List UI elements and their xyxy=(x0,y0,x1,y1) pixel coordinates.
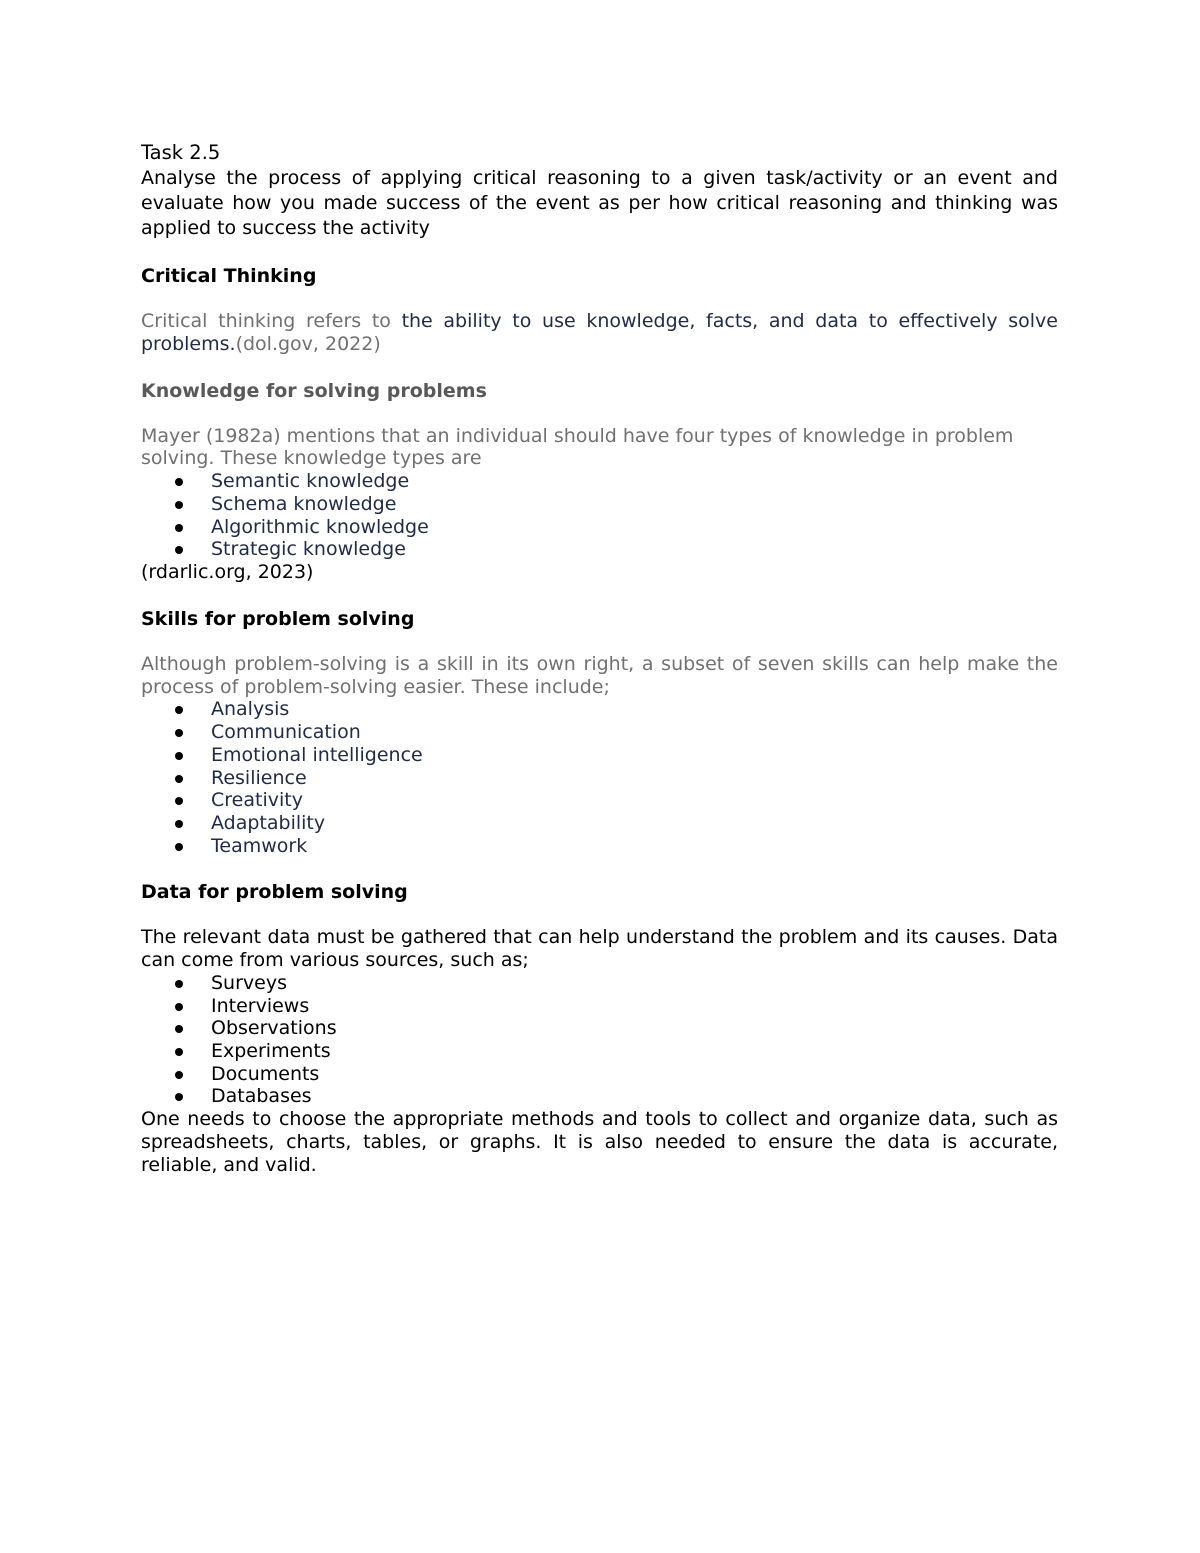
list-item xyxy=(141,972,1058,995)
list-item-label: Analysis xyxy=(211,698,290,721)
skills-intro: Although problem-solving is a skill in its own right, a subset of seven skills can help make the process of problem-solving easier. These include; xyxy=(141,652,1058,698)
bullet-icon xyxy=(175,729,183,737)
task-title: Task 2.5 xyxy=(141,141,221,164)
list-item xyxy=(141,698,1058,721)
data-heading: Data for problem solving xyxy=(141,881,408,904)
bullet-icon xyxy=(175,797,183,805)
list-item xyxy=(141,721,1058,744)
bullet-icon xyxy=(175,1048,183,1056)
bullet-icon xyxy=(175,1071,183,1079)
list-item xyxy=(141,538,1058,561)
critical-thinking-citation: (dol.gov, 2022) xyxy=(235,332,381,355)
bullet-icon xyxy=(175,980,183,988)
list-item-label: Databases xyxy=(211,1085,312,1108)
list-item xyxy=(141,835,1058,858)
data-sources-list xyxy=(141,972,1058,1108)
task-description: Analyse the process of applying critical reasoning to a given task/activity or an event and evaluate how you made success of the event as per how critical reasoning and thinking was applied to success the activity xyxy=(141,167,1058,239)
bullet-icon xyxy=(175,524,183,532)
bullet-icon xyxy=(175,1093,183,1101)
bullet-icon xyxy=(175,1003,183,1011)
list-item-label: Documents xyxy=(211,1062,320,1085)
bullet-icon xyxy=(175,478,183,486)
list-item xyxy=(141,470,1058,493)
list-item-label: Emotional intelligence xyxy=(211,743,423,766)
bullet-icon xyxy=(175,706,183,714)
knowledge-citation: (rdarlic.org, 2023) xyxy=(141,561,314,583)
list-item-label: Communication xyxy=(211,721,361,744)
list-item-label: Algorithmic knowledge xyxy=(211,515,429,538)
list-item-label: Semantic knowledge xyxy=(211,470,410,493)
list-item xyxy=(141,516,1058,539)
list-item xyxy=(141,1085,1058,1108)
critical-thinking-paragraph xyxy=(141,310,1058,356)
list-item-label: Adaptability xyxy=(211,811,326,834)
list-item xyxy=(141,789,1058,812)
bullet-icon xyxy=(175,546,183,554)
bullet-icon xyxy=(175,820,183,828)
list-item-label: Interviews xyxy=(211,994,310,1017)
list-item xyxy=(141,767,1058,790)
bullet-icon xyxy=(175,752,183,760)
list-item-label: Observations xyxy=(211,1017,337,1040)
critical-thinking-definition: the ability to use knowledge, facts, and data to effectively solve problems. xyxy=(141,310,1058,355)
bullet-icon xyxy=(175,843,183,851)
knowledge-heading: Knowledge for solving problems xyxy=(141,379,487,402)
list-item-label: Strategic knowledge xyxy=(211,538,406,561)
list-item xyxy=(141,493,1058,516)
list-item xyxy=(141,744,1058,767)
list-item xyxy=(141,1040,1058,1063)
knowledge-intro: Mayer (1982a) mentions that an individual should have four types of knowledge in problem solving. These knowledge types are xyxy=(141,424,1014,470)
list-item-label: Creativity xyxy=(211,789,303,812)
skills-list xyxy=(141,698,1058,857)
critical-thinking-heading: Critical Thinking xyxy=(141,265,317,287)
data-closing-paragraph: One needs to choose the appropriate methods and tools to collect and organize data, such as spreadsheets, charts, tables, or graphs. It is also needed to ensure the data is accurate, reliable, and valid. xyxy=(141,1108,1058,1176)
list-item xyxy=(141,1017,1058,1040)
list-item xyxy=(141,812,1058,835)
list-item-label: Teamwork xyxy=(211,834,308,857)
list-item-label: Resilience xyxy=(211,766,307,789)
skills-heading: Skills for problem solving xyxy=(141,607,415,630)
bullet-icon xyxy=(175,501,183,509)
data-intro: The relevant data must be gathered that can help understand the problem and its causes. Data can come from various sources, such as; xyxy=(141,926,1058,972)
document-page xyxy=(141,140,1058,1177)
list-item-label: Experiments xyxy=(211,1040,331,1063)
critical-thinking-intro: Critical thinking refers to xyxy=(141,310,402,332)
list-item-label: Schema knowledge xyxy=(211,492,397,515)
list-item xyxy=(141,1063,1058,1086)
list-item-label: Surveys xyxy=(211,971,287,994)
bullet-icon xyxy=(175,1025,183,1033)
bullet-icon xyxy=(175,775,183,783)
list-item xyxy=(141,995,1058,1018)
knowledge-list xyxy=(141,470,1058,561)
